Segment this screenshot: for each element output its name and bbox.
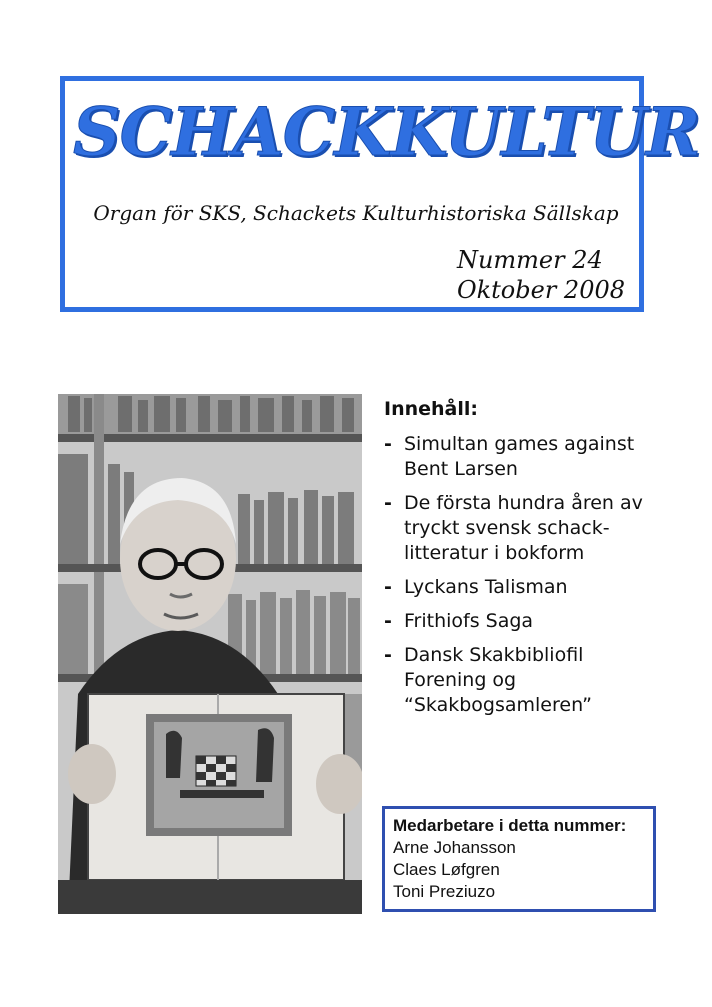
item-dash: - [384,576,392,598]
contents-item-line: “Skakbogsamleren” [404,694,592,716]
contributors-heading: Medarbetare i detta nummer: [393,816,627,835]
contents-item-line: Simultan games against [404,433,635,455]
item-dash: - [384,610,392,632]
masthead-box [60,76,700,312]
contributor-name: Claes Løfgren [393,860,500,879]
issue-number: Nummer 24 [456,246,603,274]
contents-item-line: tryckt svensk schack- [404,517,610,539]
contents-item-line: De första hundra åren av [404,492,643,514]
magazine-subtitle: Organ för SKS, Schackets Kulturhistoriska Sällskap [93,201,619,225]
contents-item [384,643,684,718]
contents-item-line: Forening og [404,669,517,691]
magazine-title: SCHACKKULTUR [73,93,700,171]
item-dash: - [384,492,392,514]
contents-item-line: Bent Larsen [404,458,518,480]
table-of-contents [384,398,684,727]
issue-info [457,245,625,305]
contents-item [384,575,684,600]
contents-item [384,432,684,482]
issue-date: Oktober 2008 [456,276,625,304]
contents-item-line: Lyckans Talisman [404,576,568,598]
item-dash: - [384,433,392,455]
cover-photo [58,394,362,914]
portrait-photo-icon [58,394,362,914]
contributor-name: Toni Preziuzo [393,882,496,901]
item-dash: - [384,644,392,666]
contents-item-line: Dansk Skakbibliofil [404,644,584,666]
contents-item-line: litteratur i bokform [404,542,585,564]
contents-item [384,491,684,566]
contents-list [384,432,684,718]
contributors-box [382,806,656,912]
contents-item [384,609,684,634]
contents-item-line: Frithiofs Saga [404,610,534,632]
contents-heading: Innehåll: [384,398,478,420]
contributor-name: Arne Johansson [393,838,516,857]
